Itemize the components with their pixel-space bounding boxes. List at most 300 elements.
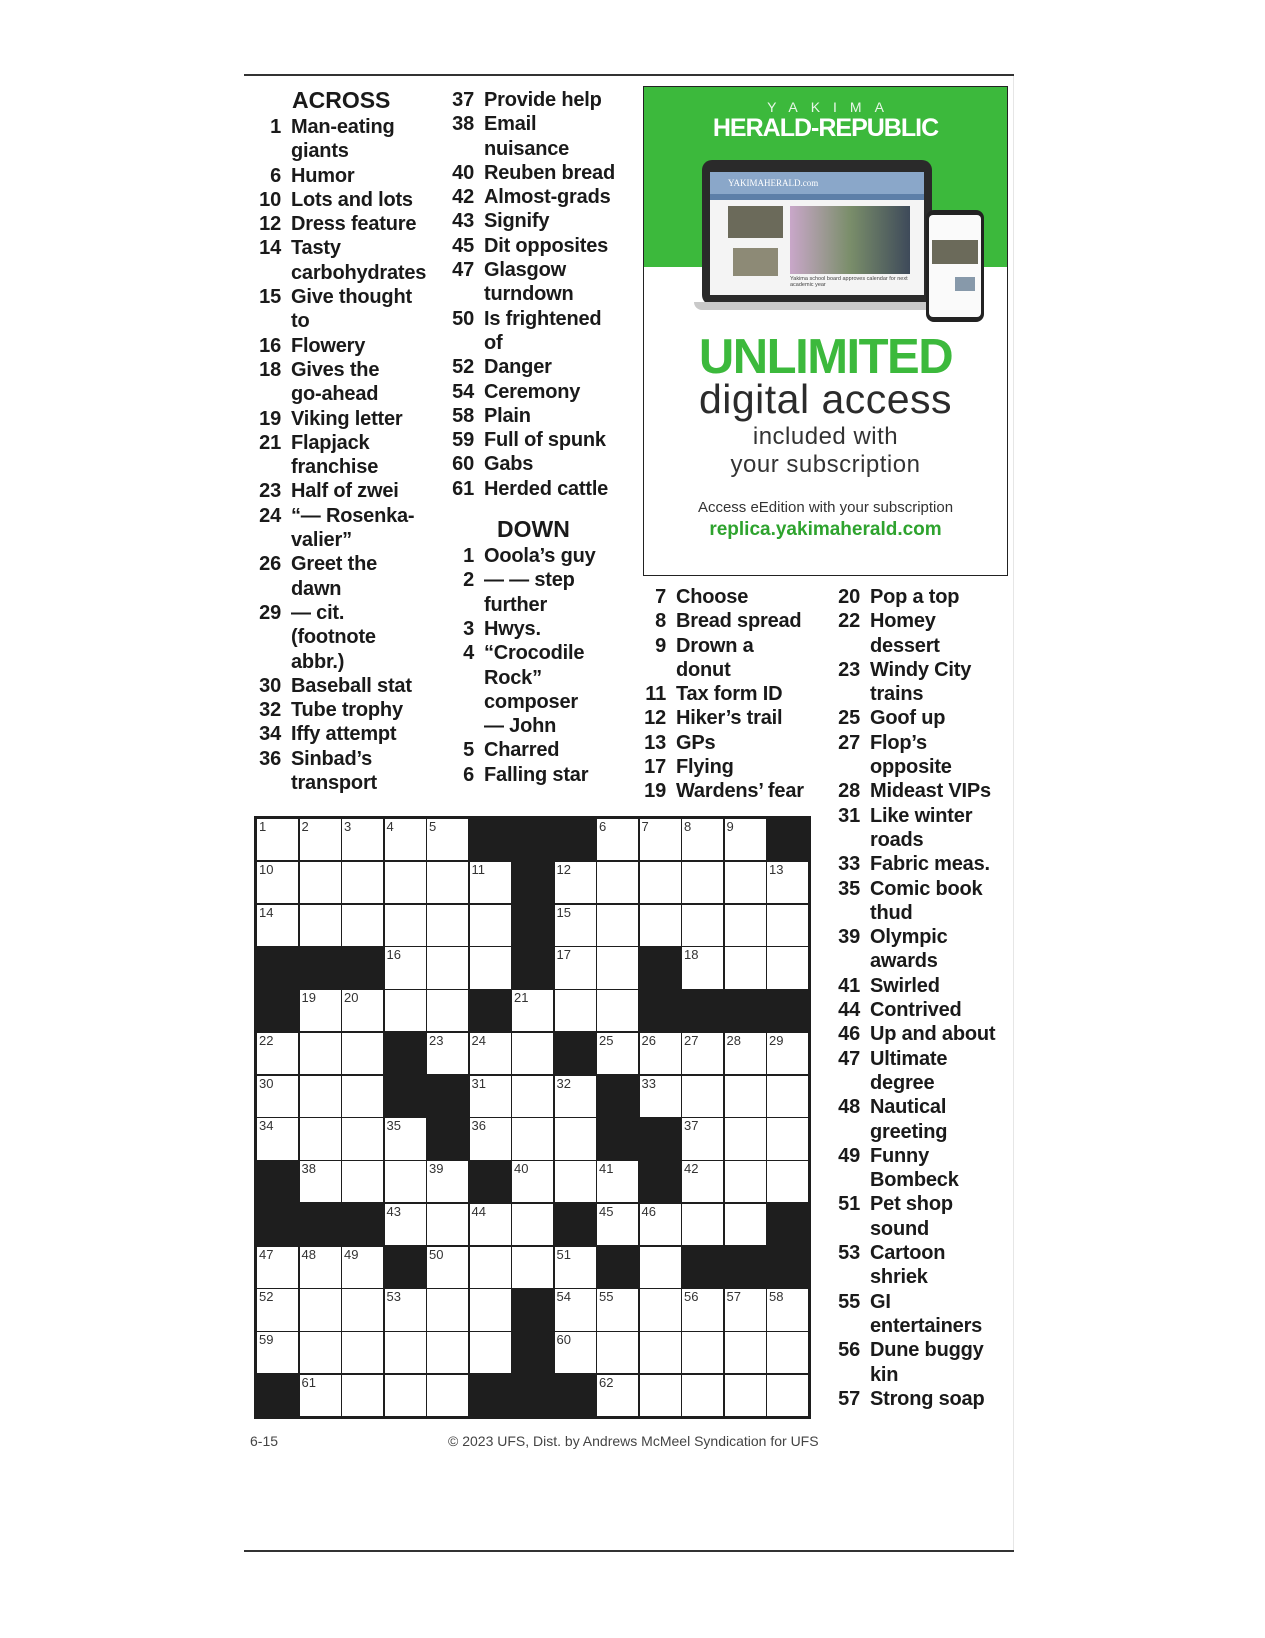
grid-cell[interactable] <box>300 1076 341 1117</box>
grid-cell[interactable] <box>470 947 511 988</box>
grid-cell[interactable] <box>725 1289 766 1330</box>
grid-cell[interactable] <box>555 990 596 1031</box>
phone-image <box>926 210 984 322</box>
clue <box>445 763 640 787</box>
grid-cell[interactable] <box>385 1332 426 1373</box>
down-column-3 <box>637 585 827 804</box>
cell-number: 55 <box>599 1289 614 1305</box>
grid-cell[interactable] <box>597 905 638 946</box>
clue-text: Wardens’ fear <box>676 780 804 803</box>
grid-cell[interactable] <box>725 1332 766 1373</box>
clue-number: 52 <box>452 356 474 379</box>
site-nav-bar <box>710 194 924 200</box>
grid-cell[interactable] <box>640 1375 681 1416</box>
grid-cell[interactable] <box>427 990 468 1031</box>
grid-cell[interactable] <box>427 1247 468 1288</box>
grid-cell[interactable] <box>640 1076 681 1117</box>
ad-kicker: YAKIMA <box>767 99 897 115</box>
clue-number: 41 <box>838 974 860 997</box>
clue-text: Flop’s opposite <box>870 731 952 779</box>
black-square <box>682 1247 723 1288</box>
clue-text: Pet shop sound <box>870 1193 953 1240</box>
cell-number: 10 <box>259 861 274 877</box>
cell-number: 13 <box>769 861 784 877</box>
clue-text: Sinbad’s transport <box>291 747 377 795</box>
clue-number: 23 <box>838 658 860 681</box>
clue <box>637 609 827 633</box>
grid-cell[interactable] <box>427 1375 468 1416</box>
clue-number: 4 <box>463 642 474 665</box>
grid-cell[interactable] <box>427 819 468 860</box>
cell-number: 3 <box>344 819 352 834</box>
grid-cell[interactable] <box>682 1204 723 1245</box>
clue <box>831 1192 1011 1241</box>
grid-cell[interactable] <box>512 1118 553 1159</box>
clue-number: 50 <box>452 307 474 330</box>
clue <box>445 617 640 641</box>
clue-number: 55 <box>838 1290 860 1313</box>
grid-cell[interactable] <box>470 862 511 903</box>
grid-cell[interactable] <box>682 905 723 946</box>
grid-cell[interactable] <box>555 1076 596 1117</box>
grid-cell[interactable] <box>342 862 383 903</box>
clue-text: Plain <box>484 404 531 427</box>
cell-number: 62 <box>599 1374 614 1390</box>
grid-cell[interactable] <box>385 1161 426 1202</box>
clue <box>831 779 1011 803</box>
grid-cell[interactable] <box>512 1161 553 1202</box>
ad-subhead: digital access <box>698 376 953 422</box>
cell-number: 42 <box>684 1161 699 1176</box>
grid-cell[interactable] <box>385 819 426 860</box>
clue-number: 21 <box>259 431 281 454</box>
grid-cell[interactable] <box>767 1161 808 1202</box>
grid-cell[interactable] <box>257 1118 298 1159</box>
grid-cell[interactable] <box>640 1247 681 1288</box>
clue <box>445 428 640 452</box>
clue-number: 32 <box>259 699 281 722</box>
clue-text: Flowery <box>291 334 366 357</box>
clue-number: 26 <box>259 553 281 576</box>
black-square <box>257 1204 298 1245</box>
phone-screen <box>929 215 981 317</box>
cell-number: 47 <box>259 1246 274 1262</box>
grid-cell[interactable] <box>725 1375 766 1416</box>
grid-cell[interactable] <box>300 1161 341 1202</box>
black-square <box>512 905 553 946</box>
black-square <box>300 947 341 988</box>
grid-cell[interactable] <box>597 947 638 988</box>
grid-cell[interactable] <box>767 1375 808 1416</box>
grid-cell[interactable] <box>300 1118 341 1159</box>
ad-tagline-2: your subscription <box>730 451 921 478</box>
clue-list <box>252 115 442 795</box>
black-square <box>257 1161 298 1202</box>
black-square <box>427 1076 468 1117</box>
black-square <box>555 1033 596 1074</box>
clue-text: Goof up <box>870 707 946 730</box>
grid-cell[interactable] <box>300 990 341 1031</box>
cell-number: 30 <box>259 1075 274 1091</box>
clue-text: Iffy attempt <box>291 723 397 746</box>
grid-cell[interactable] <box>385 1289 426 1330</box>
clue <box>445 544 640 568</box>
clue-number: 36 <box>259 747 281 770</box>
black-square <box>555 1375 596 1416</box>
grid-cell[interactable] <box>597 862 638 903</box>
clue-text: Give thought to <box>291 286 412 333</box>
grid-cell[interactable] <box>427 1289 468 1330</box>
clue-number: 23 <box>259 480 281 503</box>
grid-cell[interactable] <box>512 1033 553 1074</box>
clue-number: 34 <box>259 723 281 746</box>
grid-cell[interactable] <box>640 1332 681 1373</box>
clue <box>445 185 640 209</box>
clue-text: Swirled <box>870 974 940 997</box>
grid-cell[interactable] <box>470 1332 511 1373</box>
clue <box>445 88 640 112</box>
grid-cell[interactable] <box>640 1204 681 1245</box>
clue-number: 47 <box>452 259 474 282</box>
cell-number: 49 <box>344 1246 359 1262</box>
grid-cell[interactable] <box>300 862 341 903</box>
clue-number: 49 <box>838 1144 860 1167</box>
clue <box>831 925 1011 974</box>
clue-text: Comic book thud <box>870 877 983 924</box>
grid-cell[interactable] <box>767 1076 808 1117</box>
clue-text: — cit. (footnote abbr.) <box>291 601 376 673</box>
grid-cell[interactable] <box>597 1161 638 1202</box>
grid-cell[interactable] <box>767 1332 808 1373</box>
grid-cell[interactable] <box>470 1204 511 1245</box>
grid-cell[interactable] <box>767 862 808 903</box>
black-square <box>512 1332 553 1373</box>
cell-number: 1 <box>259 819 267 834</box>
clue-text: Like winter roads <box>870 804 973 851</box>
grid-cell[interactable] <box>597 1375 638 1416</box>
grid-cell[interactable] <box>257 862 298 903</box>
crossword-grid[interactable] <box>254 816 811 1419</box>
grid-cell[interactable] <box>767 1118 808 1159</box>
clue-number: 33 <box>838 853 860 876</box>
grid-cell[interactable] <box>682 1332 723 1373</box>
black-square <box>427 1118 468 1159</box>
clue-number: 17 <box>644 756 666 779</box>
grid-cell[interactable] <box>512 1204 553 1245</box>
grid-cell[interactable] <box>342 1118 383 1159</box>
cell-number: 53 <box>386 1289 401 1305</box>
black-square <box>512 1289 553 1330</box>
grid-cell[interactable] <box>597 1204 638 1245</box>
clue-number: 30 <box>259 674 281 697</box>
black-square <box>257 990 298 1031</box>
grid-cell[interactable] <box>555 862 596 903</box>
grid-cell[interactable] <box>342 990 383 1031</box>
grid-cell[interactable] <box>385 862 426 903</box>
grid-cell[interactable] <box>682 1289 723 1330</box>
clue-text: Contrived <box>870 999 962 1022</box>
grid-cell[interactable] <box>385 1118 426 1159</box>
clue <box>445 209 640 233</box>
cell-number: 21 <box>514 990 529 1005</box>
grid-cell[interactable] <box>300 819 341 860</box>
clue-text: Herded cattle <box>484 477 609 500</box>
grid-cell[interactable] <box>682 819 723 860</box>
grid-cell[interactable] <box>725 905 766 946</box>
cell-number: 26 <box>641 1032 656 1048</box>
black-square <box>342 947 383 988</box>
clue <box>637 706 827 730</box>
black-square <box>470 1375 511 1416</box>
grid-cell[interactable] <box>257 819 298 860</box>
clue-text: Full of spunk <box>484 429 606 452</box>
grid-cell[interactable] <box>342 1076 383 1117</box>
grid-cell[interactable] <box>640 1033 681 1074</box>
clue-number: 5 <box>463 739 474 762</box>
grid-cell[interactable] <box>597 990 638 1031</box>
grid-cell[interactable] <box>257 905 298 946</box>
grid-cell[interactable] <box>342 1332 383 1373</box>
grid-cell[interactable] <box>342 1033 383 1074</box>
cell-number: 36 <box>471 1118 486 1134</box>
grid-cell[interactable] <box>682 1033 723 1074</box>
clue <box>831 1290 1011 1339</box>
clue-number: 6 <box>270 164 281 187</box>
grid-cell[interactable] <box>767 1033 808 1074</box>
clue-text: Baseball stat <box>291 674 412 697</box>
grid-cell[interactable] <box>725 1161 766 1202</box>
clue <box>252 407 442 431</box>
clue <box>445 380 640 404</box>
grid-cell[interactable] <box>725 862 766 903</box>
phone-photo <box>955 277 975 291</box>
grid-cell[interactable] <box>767 1289 808 1330</box>
clue-number: 59 <box>452 429 474 452</box>
clue-number: 27 <box>838 731 860 754</box>
clue <box>831 1338 1011 1387</box>
grid-cell[interactable] <box>427 947 468 988</box>
clue-text: Dune buggy kin <box>870 1339 984 1386</box>
down-column-4 <box>831 585 1011 1411</box>
grid-cell[interactable] <box>725 819 766 860</box>
clue-text: Ceremony <box>484 380 581 403</box>
clue <box>445 258 640 307</box>
clue-text: Dit opposites <box>484 234 609 257</box>
grid-cell[interactable] <box>385 905 426 946</box>
grid-cell[interactable] <box>555 947 596 988</box>
grid-cell[interactable] <box>555 905 596 946</box>
cell-number: 37 <box>684 1118 699 1134</box>
grid-cell[interactable] <box>300 1375 341 1416</box>
clue-text: Homey dessert <box>870 610 940 657</box>
grid-cell[interactable] <box>555 1289 596 1330</box>
grid-cell[interactable] <box>555 1247 596 1288</box>
grid-cell[interactable] <box>682 1118 723 1159</box>
clue <box>445 161 640 185</box>
clue-text: Up and about <box>870 1023 996 1046</box>
clue <box>831 658 1011 707</box>
cell-number: 51 <box>556 1246 571 1262</box>
clue <box>445 355 640 379</box>
copyright: © 2023 UFS, Dist. by Andrews McMeel Syndication for UFS <box>448 1433 819 1449</box>
grid-cell[interactable] <box>725 947 766 988</box>
grid-cell[interactable] <box>427 1161 468 1202</box>
grid-cell[interactable] <box>725 1204 766 1245</box>
clue-number: 38 <box>452 113 474 136</box>
across-column-2 <box>445 88 640 787</box>
cell-number: 15 <box>556 904 571 920</box>
black-square <box>470 1161 511 1202</box>
grid-cell[interactable] <box>342 819 383 860</box>
grid-cell[interactable] <box>767 947 808 988</box>
grid-cell[interactable] <box>470 1033 511 1074</box>
clue <box>252 334 442 358</box>
top-rule <box>244 74 1014 76</box>
grid-cell[interactable] <box>257 1289 298 1330</box>
grid-cell[interactable] <box>427 1033 468 1074</box>
clue <box>637 585 827 609</box>
ad-tagline <box>644 423 1007 479</box>
clue-list <box>445 544 640 787</box>
grid-cell[interactable] <box>300 1332 341 1373</box>
grid-cell[interactable] <box>342 1375 383 1416</box>
cell-number: 41 <box>599 1161 614 1176</box>
clue-text: Ooola’s guy <box>484 545 596 568</box>
black-square <box>767 990 808 1031</box>
clue-text: Choose <box>676 586 749 608</box>
grid-cell[interactable] <box>342 1161 383 1202</box>
ad-url-link[interactable]: replica.yakimaherald.com <box>709 519 942 540</box>
grid-cell[interactable] <box>682 862 723 903</box>
clue <box>445 477 640 501</box>
clue-number: 45 <box>452 234 474 257</box>
across-column-1 <box>252 87 442 795</box>
grid-cell[interactable] <box>725 1118 766 1159</box>
black-square <box>385 1033 426 1074</box>
grid-cell[interactable] <box>470 905 511 946</box>
clue-list <box>831 585 1011 1411</box>
grid-cell[interactable] <box>342 1289 383 1330</box>
grid-cell[interactable] <box>427 905 468 946</box>
clue <box>637 779 827 803</box>
grid-cell[interactable] <box>725 1033 766 1074</box>
grid-cell[interactable] <box>512 990 553 1031</box>
grid-cell[interactable] <box>512 1247 553 1288</box>
grid-cell[interactable] <box>427 1332 468 1373</box>
black-square <box>640 1118 681 1159</box>
clue <box>445 112 640 161</box>
clue-text: Hwys. <box>484 617 541 640</box>
cell-number: 50 <box>429 1246 444 1262</box>
grid-cell[interactable] <box>597 1033 638 1074</box>
grid-cell[interactable] <box>300 905 341 946</box>
clue-text: Flapjack franchise <box>291 431 379 479</box>
grid-cell[interactable] <box>257 1076 298 1117</box>
grid-cell[interactable] <box>342 1247 383 1288</box>
grid-cell[interactable] <box>597 1332 638 1373</box>
down-heading: DOWN <box>497 516 570 543</box>
grid-cell[interactable] <box>342 905 383 946</box>
grid-cell[interactable] <box>682 1375 723 1416</box>
grid-cell[interactable] <box>257 1332 298 1373</box>
grid-cell[interactable] <box>640 1289 681 1330</box>
grid-cell[interactable] <box>300 1247 341 1288</box>
grid-cell[interactable] <box>300 1289 341 1330</box>
grid-cell[interactable] <box>470 1247 511 1288</box>
clue <box>252 698 442 722</box>
clue-number: 20 <box>838 586 860 608</box>
grid-cell[interactable] <box>597 1289 638 1330</box>
grid-cell[interactable] <box>640 905 681 946</box>
grid-cell[interactable] <box>725 1076 766 1117</box>
grid-cell[interactable] <box>682 1161 723 1202</box>
clue-number: 10 <box>259 188 281 211</box>
cell-number: 31 <box>471 1075 486 1091</box>
black-square <box>470 990 511 1031</box>
grid-cell[interactable] <box>470 1289 511 1330</box>
black-square <box>767 1204 808 1245</box>
clue <box>445 568 640 617</box>
grid-cell[interactable] <box>470 1118 511 1159</box>
clue-text: Viking letter <box>291 407 403 430</box>
site-photo <box>790 206 910 274</box>
grid-cell[interactable] <box>767 905 808 946</box>
clue-number: 1 <box>270 116 281 138</box>
clue-text: Tax form ID <box>676 683 783 706</box>
bottom-rule <box>244 1550 1014 1552</box>
clue <box>252 504 442 553</box>
clue-number: 22 <box>838 610 860 633</box>
clue <box>445 738 640 762</box>
grid-cell[interactable] <box>470 1076 511 1117</box>
grid-cell[interactable] <box>385 947 426 988</box>
clue <box>445 452 640 476</box>
grid-cell[interactable] <box>385 1375 426 1416</box>
clue <box>252 115 442 164</box>
across-heading: ACROSS <box>292 87 391 113</box>
grid-cell[interactable] <box>682 947 723 988</box>
grid-cell[interactable] <box>512 1076 553 1117</box>
cell-number: 2 <box>301 819 309 834</box>
clue-number: 48 <box>838 1096 860 1119</box>
grid-cell[interactable] <box>555 1161 596 1202</box>
clue <box>831 706 1011 730</box>
grid-cell[interactable] <box>385 990 426 1031</box>
grid-cell[interactable] <box>257 1033 298 1074</box>
grid-cell[interactable] <box>385 1204 426 1245</box>
grid-cell[interactable] <box>427 1204 468 1245</box>
page-edge <box>1013 76 1014 1550</box>
grid-cell[interactable] <box>257 1247 298 1288</box>
grid-cell[interactable] <box>640 819 681 860</box>
clue-number: 12 <box>259 213 281 236</box>
black-square <box>512 819 553 860</box>
grid-cell[interactable] <box>300 1033 341 1074</box>
clue-number: 54 <box>452 380 474 403</box>
grid-cell[interactable] <box>427 862 468 903</box>
grid-cell[interactable] <box>555 1118 596 1159</box>
black-square <box>257 1375 298 1416</box>
subscription-ad[interactable] <box>643 86 1008 576</box>
phone-photo <box>932 240 978 264</box>
cell-number: 56 <box>684 1289 699 1305</box>
grid-cell[interactable] <box>640 862 681 903</box>
grid-cell[interactable] <box>555 1332 596 1373</box>
grid-cell[interactable] <box>682 1076 723 1117</box>
clue-text: Strong soap <box>870 1387 985 1410</box>
clue <box>831 1241 1011 1290</box>
grid-cell[interactable] <box>597 819 638 860</box>
